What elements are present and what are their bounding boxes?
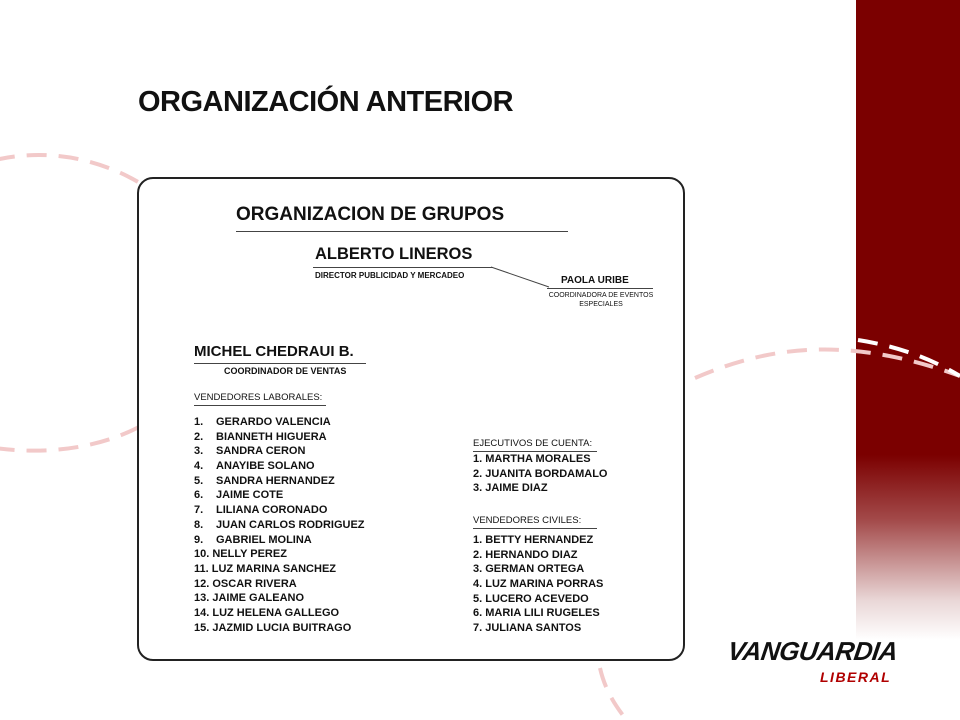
vendedores-civiles-list — [473, 533, 603, 636]
events-coordinator-role-line2: ESPECIALES — [579, 301, 623, 308]
events-coordinator-underline — [547, 288, 653, 289]
events-coordinator-role-line1: COORDINADORA DE EVENTOS — [548, 292, 654, 299]
list-item: 12. OSCAR RIVERA — [194, 577, 297, 590]
list-item: 15. JAZMID LUCIA BUITRAGO — [194, 621, 352, 634]
director-role: DIRECTOR PUBLICIDAD Y MERCADEO — [315, 271, 465, 280]
ejecutivos-cuenta-label: EJECUTIVOS DE CUENTA: — [473, 438, 593, 449]
director-name-underline — [313, 267, 493, 268]
list-item: 2. JUANITA BORDAMALO — [473, 467, 608, 480]
list-item: 6. JAIME COTE — [194, 489, 284, 502]
list-item: 3. SANDRA CERON — [194, 445, 306, 458]
list-item: 2. BIANNETH HIGUERA — [194, 430, 327, 443]
list-item: 5. SANDRA HERNANDEZ — [194, 474, 335, 487]
sales-coordinator-underline — [194, 363, 366, 364]
org-chart-card — [137, 177, 685, 661]
dashed-arc-bottom — [600, 668, 625, 718]
director-name: ALBERTO LINEROS — [315, 245, 473, 263]
ejecutivos-cuenta-list — [473, 452, 607, 496]
list-item: 10. NELLY PEREZ — [194, 548, 287, 561]
list-item: 6. MARIA LILI RUGELES — [473, 607, 600, 620]
vendedores-civiles-label: VENDEDORES CIVILES: — [473, 515, 582, 526]
list-item: 3. GERMAN ORTEGA — [473, 563, 585, 576]
list-item: 2. HERNANDO DIAZ — [473, 548, 578, 561]
list-item: 11. LUZ MARINA SANCHEZ — [194, 562, 336, 575]
vendedores-civiles-underline — [473, 528, 597, 529]
list-item: 9. GABRIEL MOLINA — [194, 533, 312, 546]
list-item: 7. LILIANA CORONADO — [194, 504, 328, 517]
chart-title-underline — [236, 231, 568, 232]
list-item: 7. JULIANA SANTOS — [473, 622, 582, 635]
vendedores-laborales-underline — [194, 405, 326, 406]
list-item: 1. BETTY HERNANDEZ — [473, 534, 594, 546]
list-item: 4. LUZ MARINA PORRAS — [473, 578, 604, 591]
vendedores-laborales-label: VENDEDORES LABORALES: — [194, 392, 323, 403]
slide-title: ORGANIZACIÓN ANTERIOR — [138, 86, 514, 118]
chart-title: ORGANIZACION DE GRUPOS — [236, 204, 505, 225]
list-item: 14. LUZ HELENA GALLEGO — [194, 606, 340, 619]
logo-wordmark-main: VANGUARDIA — [725, 636, 900, 666]
sales-coordinator-role: COORDINADOR DE VENTAS — [224, 366, 347, 376]
vendedores-laborales-list — [194, 415, 365, 635]
list-item: 1. GERARDO VALENCIA — [194, 416, 331, 428]
list-item: 4. ANAYIBE SOLANO — [194, 460, 315, 473]
logo-wordmark-sub: LIBERAL — [820, 669, 892, 685]
list-item: 1. MARTHA MORALES — [473, 453, 591, 465]
sales-coordinator-name: MICHEL CHEDRAUI B. — [194, 343, 354, 360]
list-item: 13. JAIME GALEANO — [194, 592, 305, 605]
events-coordinator-role — [545, 291, 657, 309]
events-coordinator-name: PAOLA URIBE — [561, 275, 629, 286]
list-item: 8. JUAN CARLOS RODRIGUEZ — [194, 518, 365, 531]
list-item: 3. JAIME DIAZ — [473, 482, 548, 495]
list-item: 5. LUCERO ACEVEDO — [473, 592, 589, 605]
dashed-arc-right — [695, 349, 960, 378]
